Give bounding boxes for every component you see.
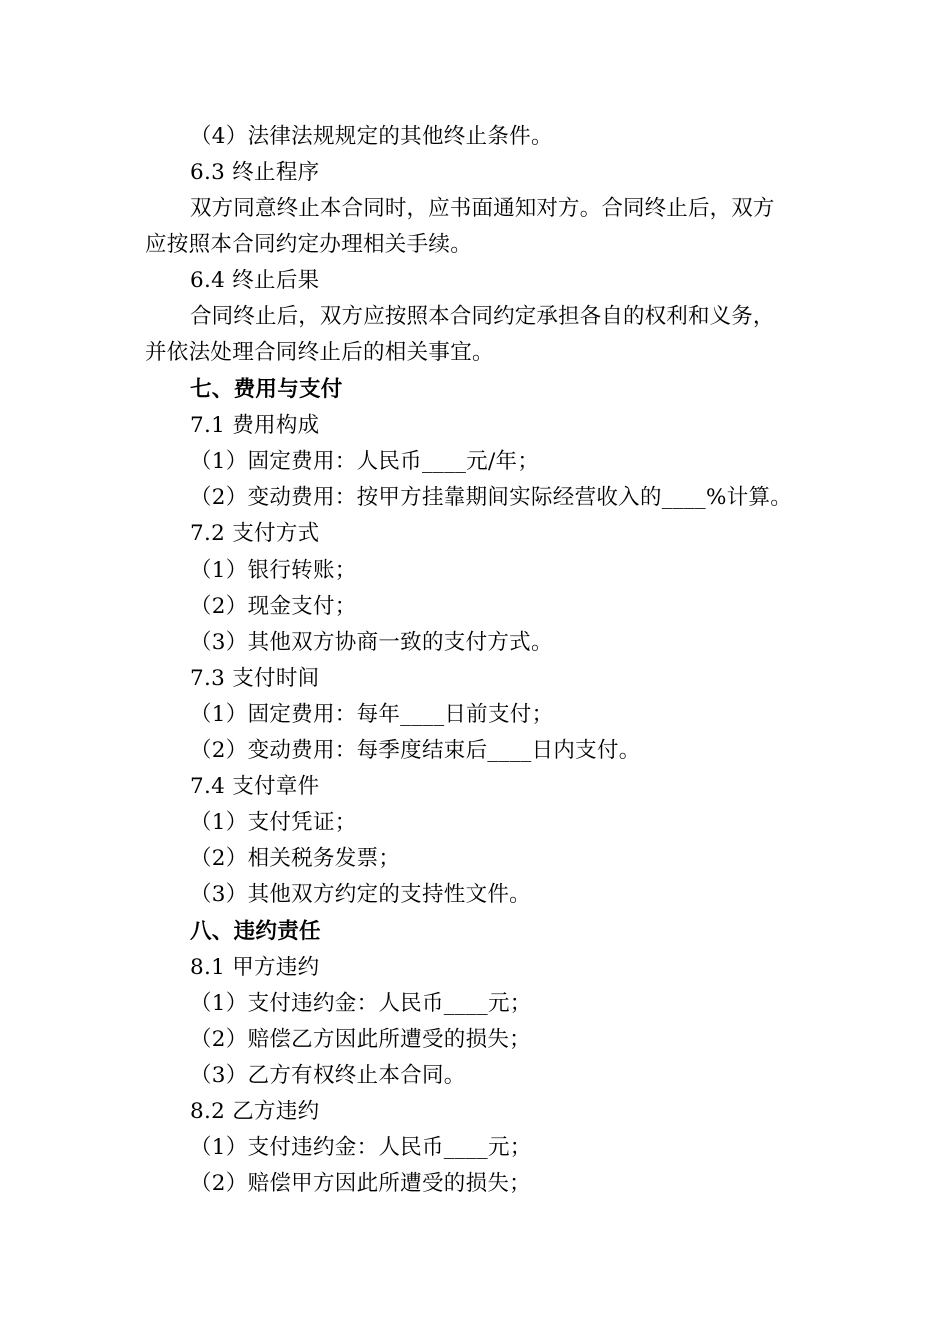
section-8-2-title: 8.2 乙方违约	[190, 1099, 320, 1124]
section-7-2-item-3: （3）其他双方协商一致的支付方式。	[190, 630, 553, 655]
section-8-2-item-2: （2）赔偿甲方因此所遭受的损失；	[190, 1171, 531, 1196]
section-7-2-item-1: （1）银行转账；	[190, 558, 357, 583]
section-6-3-paragraph-line-2: 应按照本合同约定办理相关手续。	[145, 232, 473, 257]
chapter-7-heading: 七、费用与支付	[190, 377, 343, 402]
section-6-4-title: 6.4 终止后果	[190, 268, 320, 293]
clause-6-2-item-4: （4）法律法规规定的其他终止条件。	[190, 124, 553, 149]
section-7-1-item-2: （2）变动费用：按甲方挂靠期间实际经营收入的____%计算。	[190, 485, 793, 510]
section-7-1-item-1: （1）固定费用：人民币____元/年；	[190, 449, 540, 474]
section-8-1-title: 8.1 甲方违约	[190, 955, 320, 980]
chapter-8-heading: 八、违约责任	[190, 919, 321, 944]
section-7-3-item-1: （1）固定费用：每年____日前支付；	[190, 702, 554, 727]
section-8-1-item-3: （3）乙方有权终止本合同。	[190, 1063, 466, 1088]
section-7-1-title: 7.1 费用构成	[190, 413, 320, 438]
section-6-3-title: 6.3 终止程序	[190, 160, 320, 185]
section-7-2-title: 7.2 支付方式	[190, 521, 320, 546]
section-7-4-title: 7.4 支付章件	[190, 774, 320, 799]
section-6-4-paragraph-line-1: 合同终止后，双方应按照本合同约定承担各自的权利和义务，	[190, 304, 775, 329]
section-7-4-item-2: （2）相关税务发票；	[190, 846, 401, 871]
section-6-3-paragraph-line-1: 双方同意终止本合同时，应书面通知对方。合同终止后，双方	[190, 196, 775, 221]
section-7-3-title: 7.3 支付时间	[190, 666, 320, 691]
section-7-4-item-1: （1）支付凭证；	[190, 810, 357, 835]
section-7-4-item-3: （3）其他双方约定的支持性文件。	[190, 882, 531, 907]
section-8-1-item-1: （1）支付违约金：人民币____元；	[190, 991, 532, 1016]
section-8-2-item-1: （1）支付违约金：人民币____元；	[190, 1135, 532, 1160]
section-7-2-item-2: （2）现金支付；	[190, 594, 357, 619]
section-7-3-item-2: （2）变动费用：每季度结束后____日内支付。	[190, 738, 641, 763]
section-8-1-item-2: （2）赔偿乙方因此所遭受的损失；	[190, 1027, 531, 1052]
section-6-4-paragraph-line-2: 并依法处理合同终止后的相关事宜。	[145, 340, 494, 365]
